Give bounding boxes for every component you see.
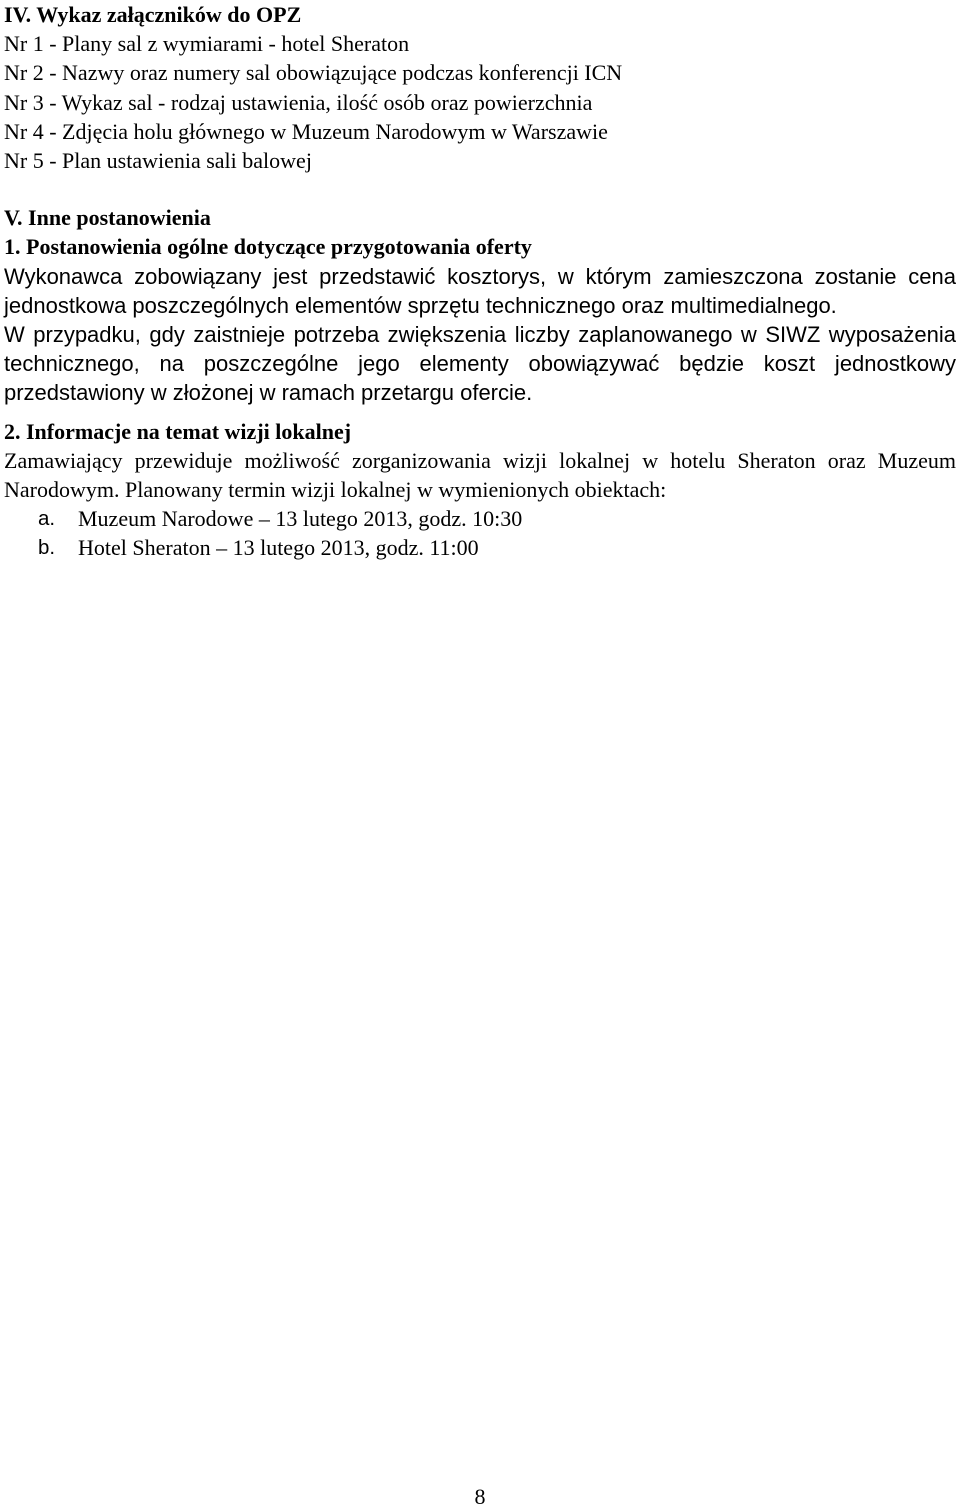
attachment-item-3: Nr 3 - Wykaz sal - rodzaj ustawienia, ilość osób oraz powierzchnia bbox=[4, 89, 593, 115]
attachment-item-2: Nr 2 - Nazwy oraz numery sal obowiązujące podczas konferencji ICN bbox=[4, 60, 623, 86]
section-spacer bbox=[4, 175, 956, 203]
subsection-2-heading: 2. Informacje na temat wizji lokalnej bbox=[4, 418, 352, 444]
list-text-a: Muzeum Narodowe – 13 lutego 2013, godz. 10:30 bbox=[78, 506, 523, 532]
list-marker-a: a. bbox=[38, 507, 56, 531]
page-number: 8 bbox=[474, 1484, 486, 1509]
section-v-heading: V. Inne postanowienia bbox=[4, 205, 211, 231]
list-item-a bbox=[4, 504, 956, 533]
list-text-b: Hotel Sheraton – 13 lutego 2013, godz. 11:00 bbox=[78, 535, 479, 561]
subsection-1-paragraph-1: Wykonawca zobowiązany jest przedstawić kosztorys, w którym zamieszczona zostanie cena jednostkowa poszczególnych elementów sprzętu technicznego oraz multimedialnego. bbox=[4, 263, 956, 318]
subsection-spacer bbox=[4, 408, 956, 417]
attachment-item-4: Nr 4 - Zdjęcia holu głównego w Muzeum Narodowym w Warszawie bbox=[4, 118, 608, 144]
attachment-item-5: Nr 5 - Plan ustawienia sali balowej bbox=[4, 148, 312, 174]
list-marker-b: b. bbox=[38, 536, 56, 560]
subsection-2-paragraph: Zamawiający przewiduje możliwość zorganizowania wizji lokalnej w hotelu Sheraton oraz Muzeum Narodowym. Planowany termin wizji lokalnej w wymienionych obiektach: bbox=[4, 447, 956, 503]
subsection-1-paragraph-2: W przypadku, gdy zaistnieje potrzeba zwiększenia liczby zaplanowanego w SIWZ wyposażenia technicznego, na poszczególne jego elementy obowiązywać będzie koszt jednostkowy przedstawiony w złożonej w ramach przetargu ofercie. bbox=[4, 322, 956, 406]
section-iv-heading: IV. Wykaz załączników do OPZ bbox=[4, 2, 302, 27]
list-item-b bbox=[4, 533, 956, 562]
document-page bbox=[4, 0, 956, 563]
subsection-1-heading: 1. Postanowienia ogólne dotyczące przygotowania oferty bbox=[4, 234, 532, 260]
attachment-item-1: Nr 1 - Plany sal z wymiarami - hotel Sheraton bbox=[4, 31, 410, 57]
